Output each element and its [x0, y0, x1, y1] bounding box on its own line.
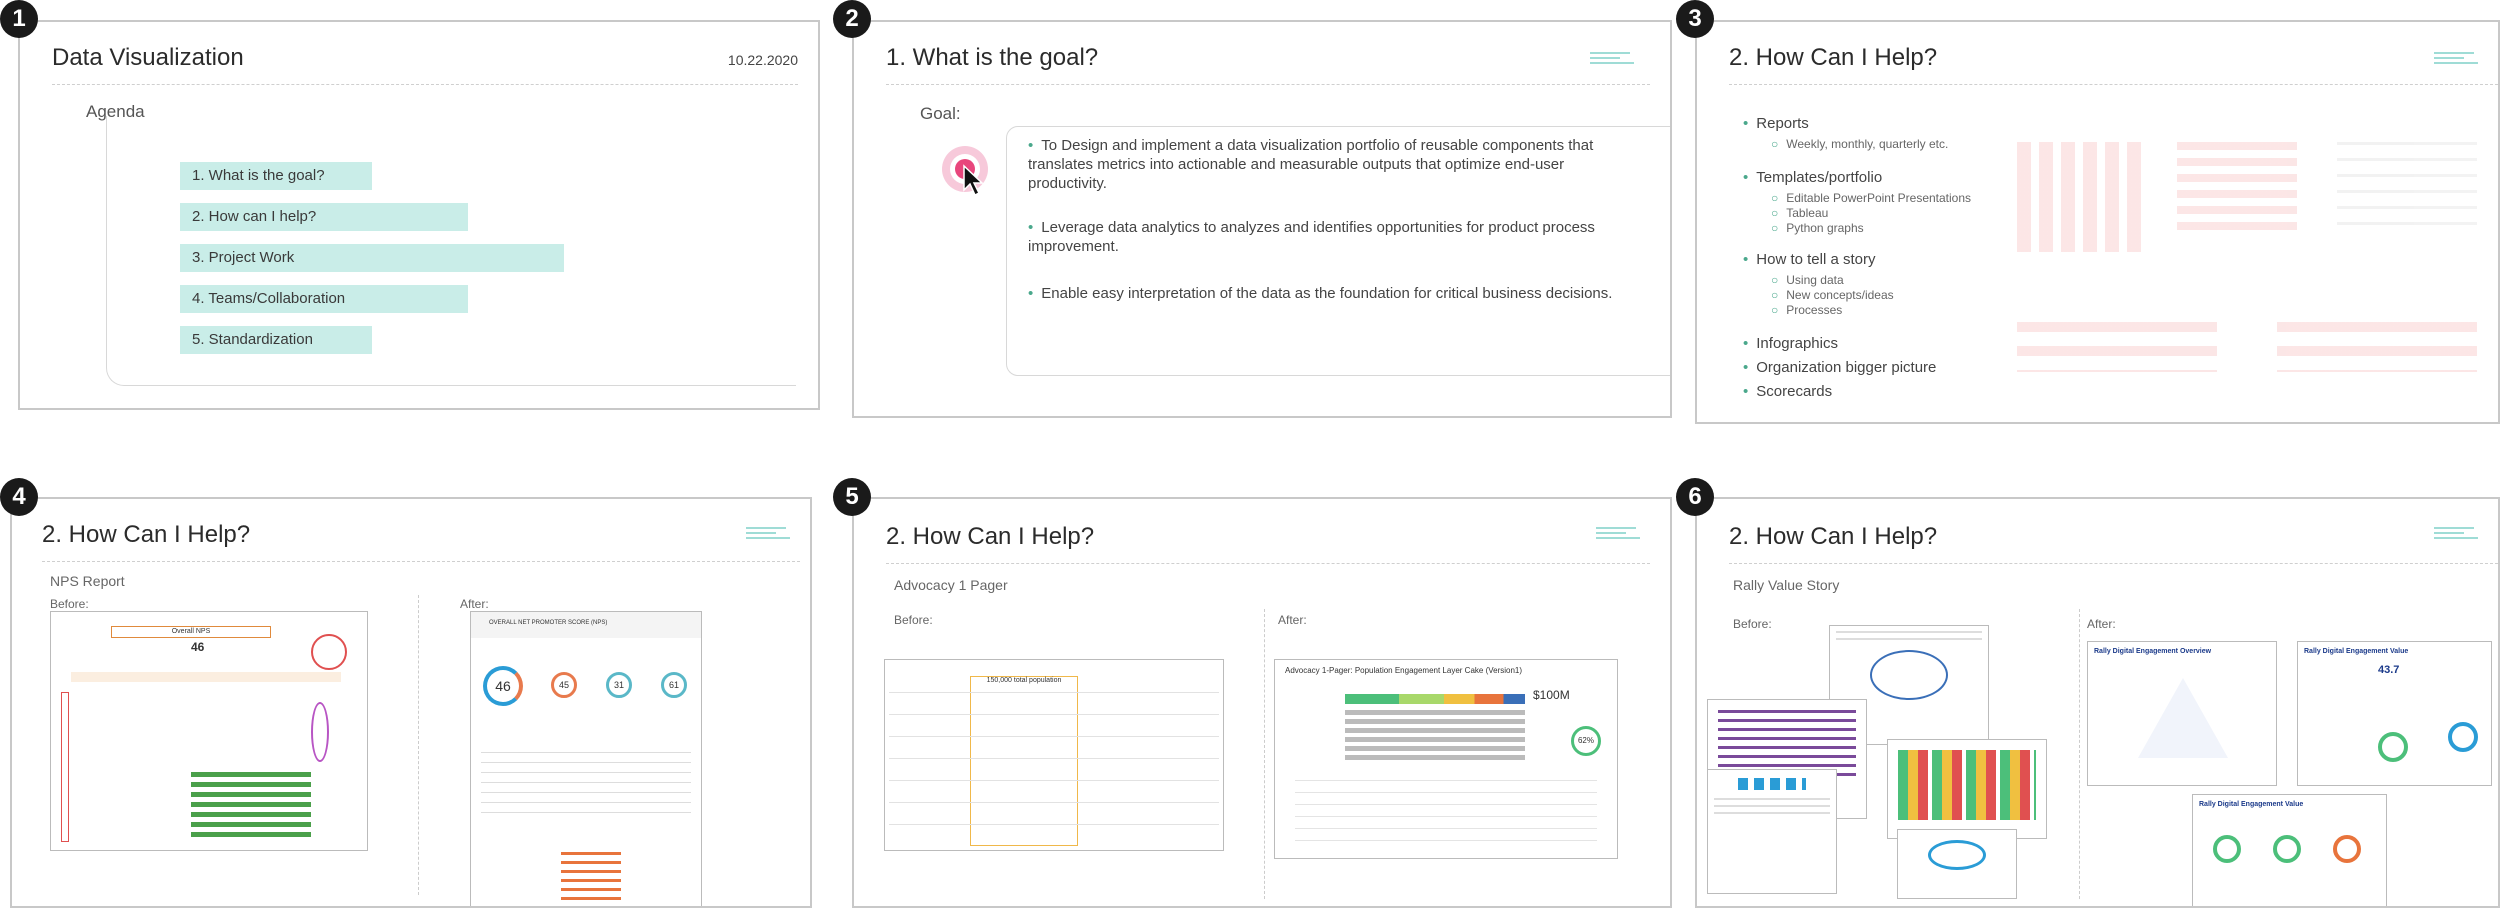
after-label: After: — [2087, 617, 2116, 631]
before-thumb-4 — [1887, 739, 2047, 839]
slide-number-4: 4 — [0, 478, 38, 516]
agenda-item-5[interactable]: 5. Standardization — [180, 326, 372, 354]
slide-5[interactable] — [852, 497, 1672, 908]
agenda-item-2[interactable]: 2. How can I help? — [180, 203, 468, 231]
help-sub-3-1: ○ Using data — [1771, 273, 1844, 287]
after-label: After: — [460, 597, 489, 611]
after-thumb-value-2: Rally Digital Engagement Value — [2192, 794, 2387, 908]
slide-number-2: 2 — [833, 0, 871, 38]
help-item-5: • Organization bigger picture — [1743, 359, 1937, 376]
help-sub-3-3: ○ Processes — [1771, 303, 1843, 317]
goal-bullet-2: • Leverage data analytics to analyzes and identifies opportunities for product process improvement. — [1028, 219, 1595, 255]
help-sub-2-1: ○ Editable PowerPoint Presentations — [1771, 191, 1972, 205]
slide-title: 2. How Can I Help? — [42, 521, 251, 548]
logo-decoration — [746, 527, 792, 543]
agenda-item-1[interactable]: 1. What is the goal? — [180, 162, 372, 190]
logo-decoration — [2434, 527, 2480, 543]
slide-title: 2. How Can I Help? — [1729, 523, 1938, 550]
logo-decoration — [1596, 527, 1642, 543]
goal-bullet-1: • To Design and implement a data visualization portfolio of reusable components that translates metrics into actionable and measurable outputs that optimize end-user productivity. — [1028, 137, 1594, 192]
slide-title: 2. How Can I Help? — [886, 523, 1095, 550]
target-icon — [942, 146, 988, 192]
goal-bullet-3: • Enable easy interpretation of the data as the foundation for critical business decisions. — [1028, 285, 1613, 302]
slide-2[interactable] — [852, 20, 1672, 418]
slide-number-6: 6 — [1676, 478, 1714, 516]
after-thumb-value-1: Rally Digital Engagement Value 43.7 — [2297, 641, 2492, 786]
help-item-3: • How to tell a story — [1743, 251, 1876, 268]
slide-number-3: 3 — [1676, 0, 1714, 38]
after-thumb-overview: Rally Digital Engagement Overview — [2087, 641, 2277, 786]
agenda-item-3[interactable]: 3. Project Work — [180, 244, 564, 272]
slide-number-5: 5 — [833, 478, 871, 516]
agenda-item-4[interactable]: 4. Teams/Collaboration — [180, 285, 468, 313]
help-sub-3-2: ○ New concepts/ideas — [1771, 288, 1894, 302]
slide-3[interactable] — [1695, 20, 2500, 424]
slide-title: 2. How Can I Help? — [1729, 44, 1938, 71]
slide-6[interactable] — [1695, 497, 2500, 908]
date-label: 10.22.2020 — [727, 52, 798, 68]
help-sub-2-3: ○ Python graphs — [1771, 221, 1864, 235]
before-thumb-5 — [1897, 829, 2017, 899]
advocacy-after-thumbnail: Advocacy 1-Pager: Population Engagement Layer Cake (Version1) $100M 62% — [1274, 659, 1618, 859]
slide-1[interactable] — [18, 20, 820, 410]
report-subtitle: Rally Value Story — [1733, 577, 1840, 593]
before-label: Before: — [1733, 617, 1772, 631]
agenda-label: Agenda — [86, 102, 145, 121]
before-label: Before: — [50, 597, 89, 611]
report-subtitle: Advocacy 1 Pager — [894, 577, 1008, 593]
help-sub-1-1: ○ Weekly, monthly, quarterly etc. — [1771, 137, 1949, 151]
cursor-icon — [962, 164, 990, 198]
nps-before-thumbnail: Overall NPS 46 — [50, 611, 368, 851]
help-sub-2-2: ○ Tableau — [1771, 206, 1829, 220]
help-item-6: • Scorecards — [1743, 383, 1833, 400]
before-label: Before: — [894, 613, 933, 627]
after-label: After: — [1278, 613, 1307, 627]
help-item-1: • Reports — [1743, 115, 1809, 132]
nps-after-thumbnail: OVERALL NET PROMOTER SCORE (NPS) 46 45 31 61 — [470, 611, 702, 908]
slide-title: Data Visualization — [52, 44, 244, 71]
help-item-4: • Infographics — [1743, 335, 1838, 352]
report-subtitle: NPS Report — [50, 573, 125, 589]
logo-decoration — [1590, 52, 1636, 68]
slide-4[interactable] — [10, 497, 812, 908]
goal-label: Goal: — [920, 104, 961, 123]
background-dashboard — [1997, 102, 2497, 412]
advocacy-before-thumbnail: 150,000 total population — [884, 659, 1224, 851]
logo-decoration — [2434, 52, 2480, 68]
help-item-2: • Templates/portfolio — [1743, 169, 1883, 186]
slide-number-1: 1 — [0, 0, 38, 38]
slide-title: 1. What is the goal? — [886, 44, 1099, 71]
before-thumb-3 — [1707, 769, 1837, 894]
